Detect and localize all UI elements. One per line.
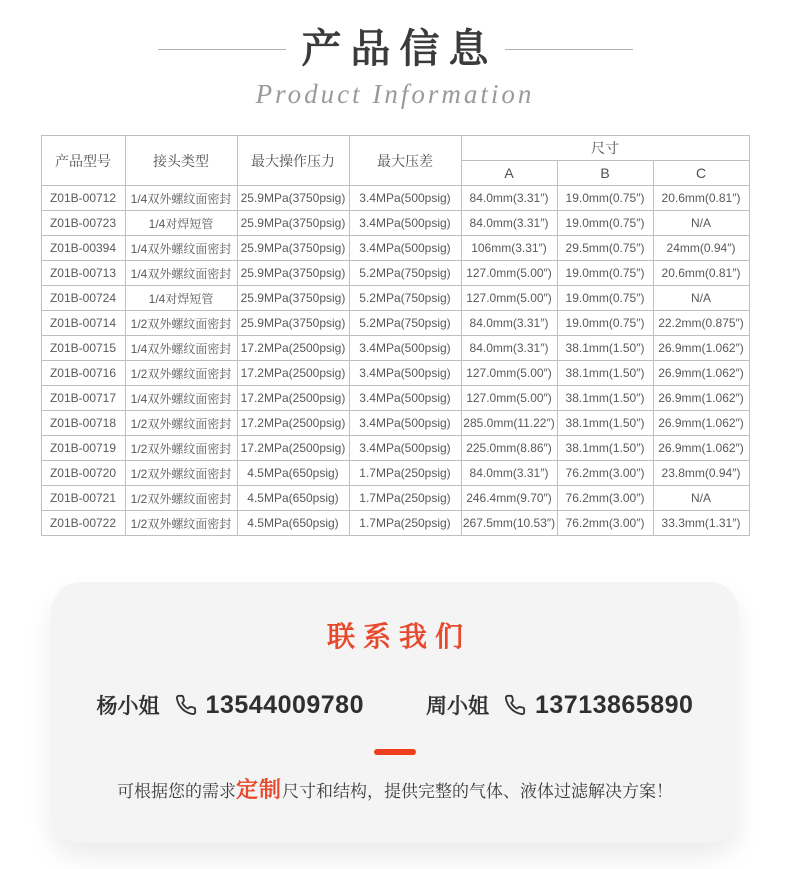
table-cell: 3.4MPa(500psig) (349, 361, 461, 386)
page-header (0, 0, 790, 110)
table-cell: 3.4MPa(500psig) (349, 211, 461, 236)
table-cell: 38.1mm(1.50″) (557, 361, 653, 386)
table-cell: 17.2MPa(2500psig) (237, 361, 349, 386)
table-cell: Z01B-00721 (41, 486, 125, 511)
table-cell: 1/4双外螺纹面密封 (125, 186, 237, 211)
table-cell: 267.5mm(10.53″) (461, 511, 557, 536)
table-cell: 246.4mm(9.70″) (461, 486, 557, 511)
table-cell: 19.0mm(0.75″) (557, 211, 653, 236)
table-row (41, 511, 749, 536)
table-cell: 29.5mm(0.75″) (557, 236, 653, 261)
table-cell: 26.9mm(1.062″) (653, 436, 749, 461)
table-cell: 17.2MPa(2500psig) (237, 336, 349, 361)
table-cell: 1/4对焊短管 (125, 286, 237, 311)
contact-name: 周小姐 (426, 695, 489, 718)
table-cell: Z01B-00714 (41, 311, 125, 336)
table-cell: 38.1mm(1.50″) (557, 411, 653, 436)
table-cell: 25.9MPa(3750psig) (237, 186, 349, 211)
table-cell: 1/2双外螺纹面密封 (125, 486, 237, 511)
table-cell: 127.0mm(5.00″) (461, 386, 557, 411)
title-divider-right (505, 49, 633, 50)
table-cell: 17.2MPa(2500psig) (237, 411, 349, 436)
table-cell: 106mm(3.31″) (461, 236, 557, 261)
table-cell: 3.4MPa(500psig) (349, 436, 461, 461)
table-cell: 84.0mm(3.31″) (461, 186, 557, 211)
table-cell: 20.6mm(0.81″) (653, 261, 749, 286)
table-row (41, 411, 749, 436)
table-cell: 33.3mm(1.31″) (653, 511, 749, 536)
table-cell: N/A (653, 211, 749, 236)
table-cell: 1/4双外螺纹面密封 (125, 236, 237, 261)
table-cell: 5.2MPa(750psig) (349, 286, 461, 311)
table-cell: 1/2双外螺纹面密封 (125, 461, 237, 486)
table-cell: 127.0mm(5.00″) (461, 286, 557, 311)
table-cell: Z01B-00712 (41, 186, 125, 211)
table-cell: Z01B-00719 (41, 436, 125, 461)
table-cell: 20.6mm(0.81″) (653, 186, 749, 211)
table-cell: N/A (653, 286, 749, 311)
table-cell: 25.9MPa(3750psig) (237, 311, 349, 336)
table-cell: Z01B-00716 (41, 361, 125, 386)
table-row (41, 436, 749, 461)
table-cell: 76.2mm(3.00″) (557, 511, 653, 536)
table-cell: 19.0mm(0.75″) (557, 286, 653, 311)
table-cell: 38.1mm(1.50″) (557, 386, 653, 411)
contacts-row (61, 690, 729, 720)
table-cell: Z01B-00394 (41, 236, 125, 261)
table-cell: Z01B-00720 (41, 461, 125, 486)
column-header-max-pressure-diff: 最大压差 (349, 136, 461, 186)
table-cell: 84.0mm(3.31″) (461, 461, 557, 486)
table-cell: Z01B-00713 (41, 261, 125, 286)
table-cell: 4.5MPa(650psig) (237, 511, 349, 536)
table-cell: 22.2mm(0.875″) (653, 311, 749, 336)
table-cell: 38.1mm(1.50″) (557, 436, 653, 461)
table-cell: 76.2mm(3.00″) (557, 461, 653, 486)
table-cell: 1/2双外螺纹面密封 (125, 511, 237, 536)
table-cell: 26.9mm(1.062″) (653, 336, 749, 361)
column-header-size-b: B (557, 161, 653, 186)
table-cell: Z01B-00717 (41, 386, 125, 411)
note-prefix: 可根据您的需求 (116, 782, 236, 801)
table-cell: 1/2双外螺纹面密封 (125, 311, 237, 336)
contact-phone-number: 13544009780 (205, 690, 364, 719)
title-divider-left (158, 49, 286, 50)
table-cell: 84.0mm(3.31″) (461, 311, 557, 336)
table-cell: 24mm(0.94″) (653, 236, 749, 261)
contact-phone-number: 13713865890 (535, 690, 694, 719)
table-cell: 1.7MPa(250psig) (349, 511, 461, 536)
table-cell: 1/2双外螺纹面密封 (125, 411, 237, 436)
table-cell: 1/4对焊短管 (125, 211, 237, 236)
table-header (41, 136, 749, 186)
table-cell: 225.0mm(8.86″) (461, 436, 557, 461)
table-cell: Z01B-00724 (41, 286, 125, 311)
table-cell: 3.4MPa(500psig) (349, 386, 461, 411)
table-row (41, 336, 749, 361)
table-cell: 26.9mm(1.062″) (653, 411, 749, 436)
table-cell: 4.5MPa(650psig) (237, 486, 349, 511)
table-row (41, 286, 749, 311)
table-cell: Z01B-00723 (41, 211, 125, 236)
table-cell: 3.4MPa(500psig) (349, 411, 461, 436)
note-highlight: 定制 (235, 777, 282, 802)
table-row (41, 361, 749, 386)
contact-item (426, 690, 693, 720)
table-cell: 127.0mm(5.00″) (461, 361, 557, 386)
table-cell: Z01B-00715 (41, 336, 125, 361)
table-cell: N/A (653, 486, 749, 511)
table-cell: 25.9MPa(3750psig) (237, 261, 349, 286)
table-cell: 5.2MPa(750psig) (349, 261, 461, 286)
table-row (41, 386, 749, 411)
table-row (41, 311, 749, 336)
table-cell: Z01B-00722 (41, 511, 125, 536)
table-cell: 1/4双外螺纹面密封 (125, 336, 237, 361)
contact-title: 联系我们 (326, 621, 471, 652)
table-cell: 26.9mm(1.062″) (653, 386, 749, 411)
table-cell: 5.2MPa(750psig) (349, 311, 461, 336)
table-cell: 19.0mm(0.75″) (557, 186, 653, 211)
red-dash-divider (374, 749, 416, 755)
table-cell: 3.4MPa(500psig) (349, 336, 461, 361)
table-cell: 25.9MPa(3750psig) (237, 211, 349, 236)
table-cell: 19.0mm(0.75″) (557, 311, 653, 336)
contact-card (51, 582, 739, 843)
table-cell: 17.2MPa(2500psig) (237, 436, 349, 461)
table-cell: 1/2双外螺纹面密封 (125, 361, 237, 386)
table-body (41, 186, 749, 536)
table-cell: 3.4MPa(500psig) (349, 236, 461, 261)
table-cell: 76.2mm(3.00″) (557, 486, 653, 511)
customization-note (61, 775, 729, 807)
table-row (41, 211, 749, 236)
table-cell: 285.0mm(11.22″) (461, 411, 557, 436)
title-row (0, 27, 790, 71)
table-cell: 38.1mm(1.50″) (557, 336, 653, 361)
table-cell: 84.0mm(3.31″) (461, 336, 557, 361)
page-title: 产品信息 (301, 27, 498, 71)
table-cell: 25.9MPa(3750psig) (237, 236, 349, 261)
table-cell: 17.2MPa(2500psig) (237, 386, 349, 411)
table-row (41, 261, 749, 286)
table-cell: 1/4双外螺纹面密封 (125, 386, 237, 411)
product-spec-table (41, 135, 750, 536)
column-header-model: 产品型号 (41, 136, 125, 186)
column-header-size-group: 尺寸 (461, 136, 749, 161)
contact-name: 杨小姐 (96, 695, 160, 718)
column-header-connector-type: 接头类型 (125, 136, 237, 186)
table-cell: 84.0mm(3.31″) (461, 211, 557, 236)
column-header-size-c: C (653, 161, 749, 186)
column-header-size-a: A (461, 161, 557, 186)
table-cell: Z01B-00718 (41, 411, 125, 436)
table-cell: 1.7MPa(250psig) (349, 461, 461, 486)
column-header-max-operating-pressure: 最大操作压力 (237, 136, 349, 186)
contact-item (97, 690, 364, 720)
table-cell: 127.0mm(5.00″) (461, 261, 557, 286)
table-cell: 3.4MPa(500psig) (349, 186, 461, 211)
table-cell: 26.9mm(1.062″) (653, 361, 749, 386)
table-cell: 23.8mm(0.94″) (653, 461, 749, 486)
table-cell: 25.9MPa(3750psig) (237, 286, 349, 311)
table-cell: 1/2双外螺纹面密封 (125, 436, 237, 461)
table-row (41, 461, 749, 486)
phone-icon (175, 694, 197, 716)
table-row (41, 236, 749, 261)
table-cell: 1.7MPa(250psig) (349, 486, 461, 511)
table-cell: 1/4双外螺纹面密封 (125, 261, 237, 286)
table-row (41, 486, 749, 511)
table-cell: 4.5MPa(650psig) (237, 461, 349, 486)
table-cell: 19.0mm(0.75″) (557, 261, 653, 286)
note-suffix: 尺寸和结构，提供完整的气体、液体过滤解决方案！ (282, 782, 673, 801)
phone-icon (504, 694, 526, 716)
table-row (41, 186, 749, 211)
page-subtitle: Product Information (255, 79, 535, 109)
